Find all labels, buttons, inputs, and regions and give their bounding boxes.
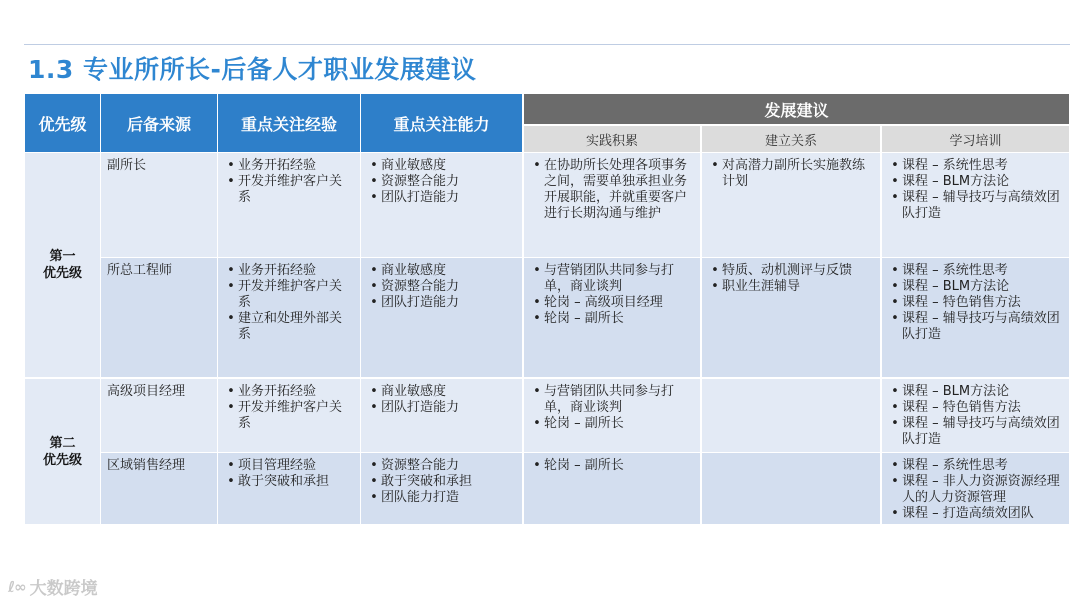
priority-group-2: [25, 379, 100, 524]
bullet-icon: •: [227, 474, 235, 489]
list-item-text: 课程 – 非人力资源资源经理人的人力资源管理: [902, 474, 1060, 505]
logo-icon: ℓ∞: [8, 577, 26, 596]
list-item-text: 团队打造能力: [381, 400, 460, 415]
list-item: [224, 474, 354, 490]
list-item-text: 职业生涯辅导: [722, 279, 801, 294]
list-item: [224, 158, 354, 174]
list-item-text: 轮岗 – 副所长: [544, 311, 624, 326]
list-item-text: 商业敏感度: [381, 384, 447, 399]
list-item-text: 敢于突破和承担: [238, 474, 330, 489]
list-item: [224, 311, 354, 343]
cell-ability: [361, 153, 522, 257]
bullet-icon: •: [370, 158, 378, 173]
list-item: [367, 295, 516, 311]
bullet-icon: •: [891, 279, 899, 294]
list-item-text: 建立和处理外部关系: [238, 311, 343, 342]
priority-label-line2: 优先级: [42, 266, 82, 281]
bullet-icon: •: [891, 474, 899, 489]
bullet-icon: •: [370, 263, 378, 278]
list-item-text: 业务开拓经验: [238, 158, 317, 173]
list-item: [530, 158, 694, 222]
bullet-icon: •: [533, 158, 541, 173]
logo-text: 大数跨境: [29, 579, 98, 599]
header-source: 后备来源: [101, 94, 217, 152]
list-item: [367, 490, 516, 506]
list-item: [888, 400, 1063, 416]
list-item-text: 开发并维护客户关系: [238, 400, 343, 431]
list-item: [888, 416, 1063, 448]
bullet-icon: •: [711, 158, 719, 173]
bullet-icon: •: [227, 384, 235, 399]
list-item: [888, 295, 1063, 311]
list-item-text: 课程 – 系统性思考: [902, 263, 1008, 278]
list-item-text: 资源整合能力: [381, 279, 460, 294]
bullet-icon: •: [533, 295, 541, 310]
cell-source: 区域销售经理: [101, 453, 217, 524]
list-item-text: 课程 – BLM方法论: [902, 384, 1010, 399]
bullet-icon: •: [533, 311, 541, 326]
bullet-icon: •: [370, 490, 378, 505]
priority-label-line2: 优先级: [42, 452, 82, 468]
list-item-text: 商业敏感度: [381, 158, 447, 173]
header-priority: 优先级: [25, 94, 100, 152]
list-item-text: 课程 – BLM方法论: [902, 279, 1010, 294]
cell-ability: [361, 258, 522, 377]
list-item-text: 敢于突破和承担: [381, 474, 473, 489]
list-item: [224, 458, 354, 474]
list-item: [224, 279, 354, 311]
cell-practice: [524, 153, 700, 257]
bullet-icon: •: [227, 263, 235, 278]
cell-training: [882, 453, 1069, 524]
list-item: [888, 474, 1063, 506]
priority-group-1: [25, 153, 100, 377]
bullet-icon: •: [370, 174, 378, 189]
list-item: [530, 458, 694, 474]
list-item: [367, 279, 516, 295]
cell-experience: [218, 153, 360, 257]
bullet-icon: •: [891, 416, 899, 431]
list-item: [888, 279, 1063, 295]
cell-experience: [218, 453, 360, 524]
list-item-text: 项目管理经验: [238, 458, 317, 473]
cell-experience: [218, 258, 360, 377]
list-item-text: 资源整合能力: [381, 174, 460, 189]
cell-experience: [218, 379, 360, 452]
list-item-text: 课程 – 辅导技巧与高绩效团队打造: [902, 311, 1060, 342]
bullet-icon: •: [891, 295, 899, 310]
list-item: [708, 158, 874, 190]
list-item-text: 在协助所长处理各项事务之间，需要单独承担业务开展职能，并就重要客户进行长期沟通与维护: [544, 158, 688, 221]
header-relations: 建立关系: [702, 126, 880, 152]
bullet-icon: •: [227, 158, 235, 173]
bullet-icon: •: [227, 458, 235, 473]
list-item: [367, 384, 516, 400]
list-item: [367, 190, 516, 206]
bullet-icon: •: [891, 458, 899, 473]
bullet-icon: •: [533, 263, 541, 278]
list-item-text: 轮岗 – 高级项目经理: [544, 295, 663, 310]
bullet-icon: •: [891, 506, 899, 521]
bullet-icon: •: [370, 400, 378, 415]
bullet-icon: •: [711, 263, 719, 278]
list-item: [530, 384, 694, 416]
bullet-icon: •: [891, 384, 899, 399]
list-item-text: 轮岗 – 副所长: [544, 416, 624, 431]
cell-relations: [702, 379, 880, 452]
list-item-text: 团队打造能力: [381, 190, 460, 205]
list-item: [708, 263, 874, 279]
list-item-text: 与营销团队共同参与打单，商业谈判: [544, 263, 675, 294]
cell-ability: [361, 453, 522, 524]
header-training: 学习培训: [882, 126, 1069, 152]
list-item-text: 课程 – 系统性思考: [902, 158, 1008, 173]
list-item: [367, 263, 516, 279]
list-item: [530, 263, 694, 295]
header-practice: 实践积累: [524, 126, 700, 152]
list-item: [888, 190, 1063, 222]
bullet-icon: •: [711, 279, 719, 294]
list-item-text: 业务开拓经验: [238, 263, 317, 278]
bullet-icon: •: [533, 416, 541, 431]
list-item-text: 与营销团队共同参与打单，商业谈判: [544, 384, 675, 415]
list-item: [367, 174, 516, 190]
bullet-icon: •: [533, 458, 541, 473]
list-item: [888, 384, 1063, 400]
bullet-icon: •: [891, 190, 899, 205]
list-item: [708, 279, 874, 295]
list-item-text: 业务开拓经验: [238, 384, 317, 399]
list-item: [224, 384, 354, 400]
bullet-icon: •: [891, 174, 899, 189]
list-item: [367, 458, 516, 474]
list-item: [888, 458, 1063, 474]
bullet-icon: •: [370, 190, 378, 205]
bullet-icon: •: [370, 279, 378, 294]
list-item-text: 团队能力打造: [381, 490, 460, 505]
list-item-text: 开发并维护客户关系: [238, 279, 343, 310]
cell-training: [882, 153, 1069, 257]
header-ability: 重点关注能力: [361, 94, 522, 152]
bullet-icon: •: [891, 158, 899, 173]
bullet-icon: •: [370, 474, 378, 489]
list-item: [888, 311, 1063, 343]
bullet-icon: •: [370, 458, 378, 473]
cell-source: 副所长: [101, 153, 217, 257]
cell-ability: [361, 379, 522, 452]
priority-label-line1: 第二: [49, 435, 76, 451]
list-item: [530, 295, 694, 311]
cell-source: 高级项目经理: [101, 379, 217, 452]
brand-logo: [8, 574, 98, 599]
bullet-icon: •: [370, 384, 378, 399]
bullet-icon: •: [370, 295, 378, 310]
list-item-text: 资源整合能力: [381, 458, 460, 473]
list-item-text: 课程 – 特色销售方法: [902, 295, 1021, 310]
header-experience: 重点关注经验: [218, 94, 360, 152]
priority-label-line1: 第一: [49, 249, 76, 264]
cell-relations: [702, 258, 880, 377]
cell-training: [882, 258, 1069, 377]
bullet-icon: •: [533, 384, 541, 399]
list-item-text: 对高潜力副所长实施教练计划: [722, 158, 866, 189]
list-item-text: 课程 – 特色销售方法: [902, 400, 1021, 415]
bullet-icon: •: [891, 263, 899, 278]
bullet-icon: •: [227, 279, 235, 294]
bullet-icon: •: [891, 311, 899, 326]
list-item: [224, 400, 354, 432]
list-item: [367, 400, 516, 416]
list-item: [224, 263, 354, 279]
list-item-text: 课程 – BLM方法论: [902, 174, 1010, 189]
list-item-text: 商业敏感度: [381, 263, 447, 278]
list-item: [367, 158, 516, 174]
page-title: 1.3 专业所所长-后备人才职业发展建议: [28, 55, 477, 84]
list-item: [888, 263, 1063, 279]
header-development: 发展建议: [524, 94, 1069, 124]
cell-relations: [702, 453, 880, 524]
list-item-text: 课程 – 系统性思考: [902, 458, 1008, 473]
list-item-text: 轮岗 – 副所长: [544, 458, 624, 473]
bullet-icon: •: [227, 400, 235, 415]
list-item: [888, 158, 1063, 174]
cell-practice: [524, 379, 700, 452]
cell-training: [882, 379, 1069, 452]
list-item-text: 团队打造能力: [381, 295, 460, 310]
list-item: [888, 506, 1063, 522]
list-item: [367, 474, 516, 490]
cell-practice: [524, 453, 700, 524]
list-item-text: 课程 – 打造高绩效团队: [902, 506, 1034, 521]
bullet-icon: •: [227, 174, 235, 189]
list-item: [530, 416, 694, 432]
list-item: [530, 311, 694, 327]
cell-source: 所总工程师: [101, 258, 217, 377]
list-item-text: 课程 – 辅导技巧与高绩效团队打造: [902, 190, 1060, 221]
list-item-text: 课程 – 辅导技巧与高绩效团队打造: [902, 416, 1060, 447]
bullet-icon: •: [227, 311, 235, 326]
cell-practice: [524, 258, 700, 377]
cell-relations: [702, 153, 880, 257]
list-item-text: 开发并维护客户关系: [238, 174, 343, 205]
list-item: [888, 174, 1063, 190]
bullet-icon: •: [891, 400, 899, 415]
list-item: [224, 174, 354, 206]
list-item-text: 特质、动机测评与反馈: [722, 263, 853, 278]
